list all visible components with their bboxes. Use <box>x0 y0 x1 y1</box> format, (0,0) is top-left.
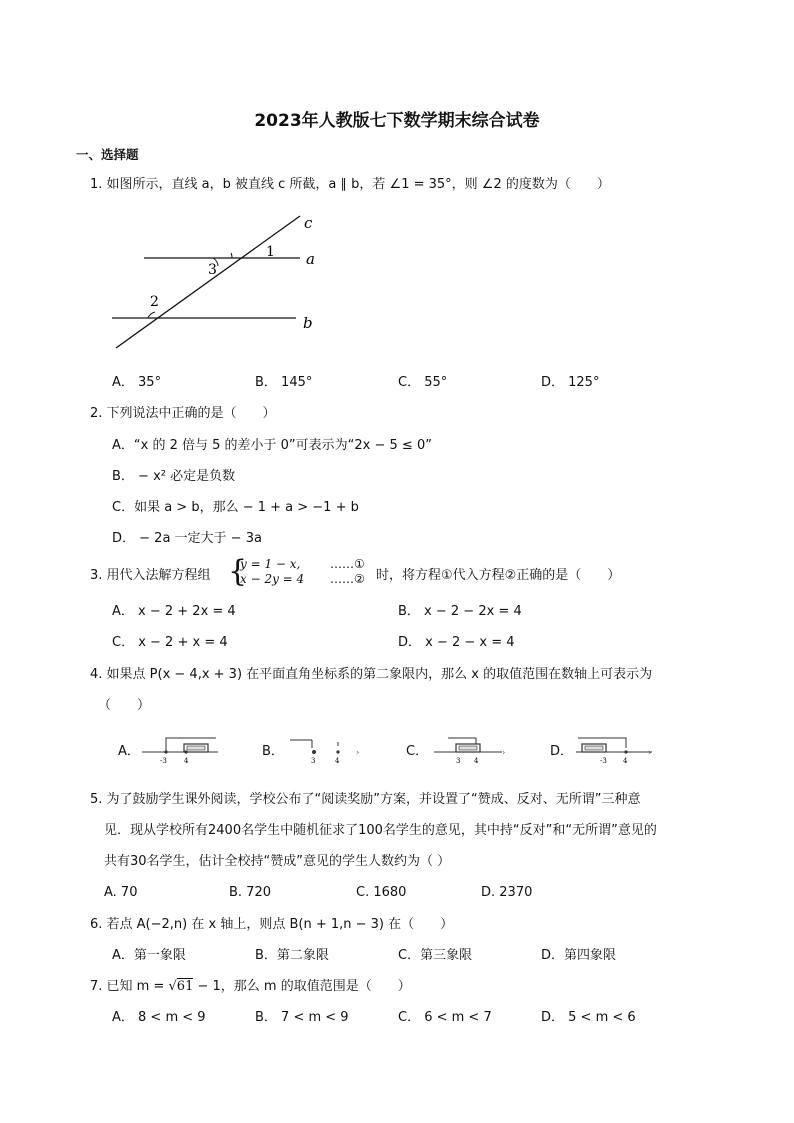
q7-option-c[interactable]: C． 6 < m < 7 <box>398 1010 492 1025</box>
question-3-suffix: 时，将方程①代入方程②正确的是（ ） <box>376 568 621 583</box>
equation-2: x − 2y = 4 <box>240 572 305 586</box>
q5-option-c[interactable]: C. 1680 <box>356 885 407 900</box>
q4-option-d-numberline[interactable] <box>574 734 656 766</box>
question-1-stem: 1. 如图所示，直线 a，b 被直线 c 所截，a ∥ b，若 ∠1 = 35°，则 ∠2 的度数为（ ） <box>90 177 610 192</box>
svg-text:›: › <box>502 748 506 757</box>
q2-option-d[interactable]: D． − 2a 一定大于 − 3a <box>112 531 262 546</box>
q4-a-tick-1: -3 <box>160 757 167 765</box>
q4-d-tick-1: -3 <box>600 757 607 765</box>
q3-option-d[interactable]: D． x − 2 − x = 4 <box>398 635 515 650</box>
question-6-stem: 6. 若点 A(−2,n) 在 x 轴上，则点 B(n + 1,n − 3) 在（ ） <box>90 917 454 932</box>
q4-option-a-letter[interactable]: A． <box>118 744 140 759</box>
section-heading: 一、选择题 <box>76 147 139 162</box>
svg-text:›: › <box>648 748 652 757</box>
q4-a-tick-2: 4 <box>184 757 189 765</box>
q7-option-a[interactable]: A． 8 < m < 9 <box>112 1010 206 1025</box>
line-c <box>116 216 300 348</box>
label-angle-1: 1 <box>266 244 275 260</box>
question-2-stem: 2. 下列说法中正确的是（ ） <box>90 406 276 421</box>
equation-1-mark: ……① <box>330 557 365 571</box>
question-5-line2: 见．现从学校所有2400名学生中随机征求了100名学生的意见，其中持“反对”和“无所谓”意见的 <box>104 823 657 838</box>
angle-arc-2 <box>148 312 155 318</box>
equation-1: y = 1 − x, <box>240 557 301 571</box>
question-4-stem-line2: （ ） <box>98 698 151 713</box>
q6-option-a[interactable]: A．第一象限 <box>112 948 186 963</box>
q4-option-c-numberline[interactable] <box>430 734 512 766</box>
sqrt-sign: √ <box>168 979 177 994</box>
q4-option-d-letter[interactable]: D． <box>550 744 574 759</box>
q5-option-a[interactable]: A. 70 <box>104 885 138 900</box>
question-4-stem-line1: 4. 如果点 P(x − 4,x + 3) 在平面直角坐标系的第二象限内，那么 x 的取值范围在数轴上可表示为 <box>90 667 653 682</box>
q4-b-tick-2: 4 <box>335 757 340 765</box>
q1-option-a[interactable]: A． 35° <box>112 375 162 390</box>
q7-option-b[interactable]: B． 7 < m < 9 <box>255 1010 349 1025</box>
label-b: b <box>303 314 313 332</box>
equation-brace: { <box>228 554 248 589</box>
svg-text:›: › <box>356 748 360 757</box>
q3-option-a[interactable]: A． x − 2 + 2x = 4 <box>112 604 236 619</box>
label-angle-3: 3 <box>208 262 217 278</box>
q4-c-tick-1: 3 <box>456 757 461 765</box>
question-7-suffix: − 1，那么 m 的取值范围是（ ） <box>193 979 411 994</box>
q1-option-d[interactable]: D． 125° <box>541 375 600 390</box>
q5-option-d[interactable]: D. 2370 <box>481 885 533 900</box>
label-a: a <box>306 250 315 268</box>
question-7-stem <box>90 978 411 996</box>
sqrt-radicand: 61 <box>176 979 194 994</box>
q6-option-d[interactable]: D．第四象限 <box>541 948 617 963</box>
label-c: c <box>304 214 313 232</box>
question-3-prefix: 3. 用代入法解方程组 <box>90 568 211 583</box>
q4-option-b-numberline[interactable] <box>286 734 368 766</box>
page-title: 2023年人教版七下数学期末综合试卷 <box>254 111 540 131</box>
q1-option-c[interactable]: C． 55° <box>398 375 448 390</box>
label-angle-2: 2 <box>150 294 159 310</box>
q6-option-c[interactable]: C．第三象限 <box>398 948 473 963</box>
q4-d-tick-2: 4 <box>623 757 628 765</box>
q6-option-b[interactable]: B．第二象限 <box>255 948 329 963</box>
question-5-line1: 5. 为了鼓励学生课外阅读，学校公布了“阅读奖励”方案，并设置了“赞成、反对、无所谓”三种意 <box>90 792 641 807</box>
q4-option-a-numberline[interactable] <box>140 734 222 766</box>
q1-option-b[interactable]: B． 145° <box>255 375 313 390</box>
question-7-prefix: 7. 已知 m = <box>90 979 169 994</box>
q3-option-c[interactable]: C． x − 2 + x = 4 <box>112 635 228 650</box>
question-1-figure <box>100 208 340 358</box>
q4-option-b-letter[interactable]: B． <box>262 744 284 759</box>
question-5-line3: 共有30名学生，估计全校持“赞成”意见的学生人数约为（ ） <box>104 854 451 869</box>
angle-arc-1 <box>231 253 232 258</box>
q2-option-a[interactable]: A．“x 的 2 倍与 5 的差小于 0”可表示为“2x − 5 ≤ 0” <box>112 438 432 453</box>
q4-b-tick-1: 3 <box>311 757 316 765</box>
q2-option-b[interactable]: B． − x² 必定是负数 <box>112 469 236 484</box>
q4-c-tick-2: 4 <box>474 757 479 765</box>
equation-2-mark: ……② <box>330 572 365 586</box>
q2-option-c[interactable]: C．如果 a > b，那么 − 1 + a > −1 + b <box>112 500 359 515</box>
q7-option-d[interactable]: D． 5 < m < 6 <box>541 1010 636 1025</box>
q4-option-c-letter[interactable]: C． <box>406 744 429 759</box>
q5-option-b[interactable]: B. 720 <box>229 885 271 900</box>
q3-option-b[interactable]: B． x − 2 − 2x = 4 <box>398 604 522 619</box>
